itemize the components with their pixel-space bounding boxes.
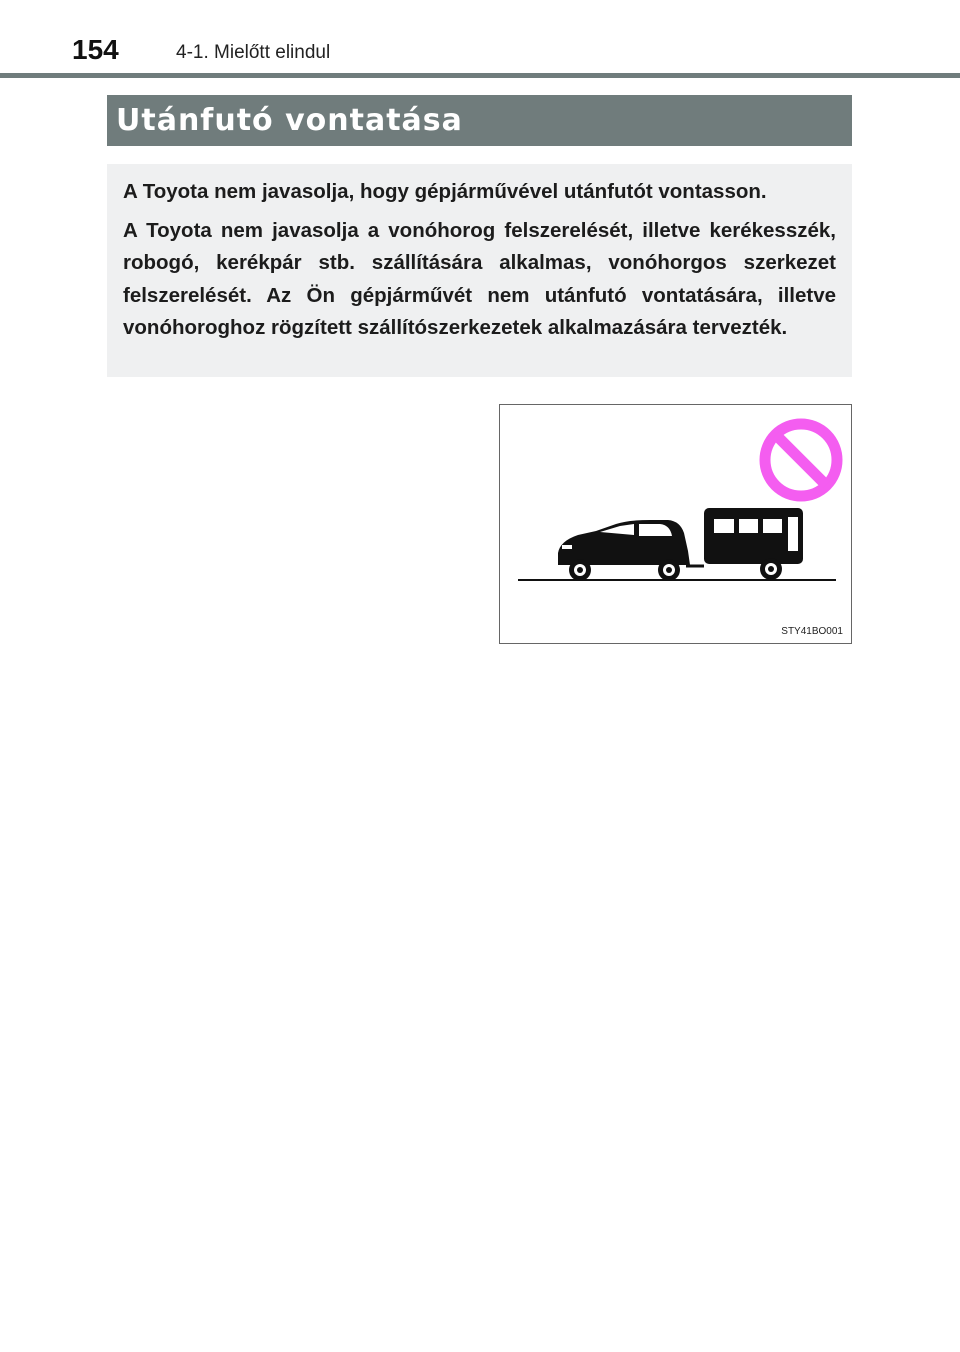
chapter-title: 4-1. Mielőtt elindul [176,42,331,63]
car-icon [558,520,704,581]
towing-illustration [499,404,852,644]
caravan-trailer-icon [704,508,803,580]
towing-illustration-svg [500,405,851,643]
header-rule [0,73,960,78]
prohibition-icon [765,424,837,496]
section-title: Utánfutó vontatása [116,103,463,138]
section-title-bar [107,95,852,146]
page-number: 154 [72,34,119,65]
info-box [107,164,852,377]
figure-code: STY41BO001 [781,626,843,637]
info-lead-text: A Toyota nem javasolja, hogy gépjárművével utánfutót vontasson. [123,180,767,203]
info-body-text: A Toyota nem javasolja a vonóhorog felszerelését, illetve kerékesszék, robogó, kerékpár stb. szállítására alkalmas, vonóhorgos szerkezet felszerelését. Az Ön gépjárművét nem utánfutó vontatására, illetve vonóhoroghoz rögzített szállítószerkezetek alkalmazására tervezték. [123,218,836,339]
page-header [0,0,960,80]
